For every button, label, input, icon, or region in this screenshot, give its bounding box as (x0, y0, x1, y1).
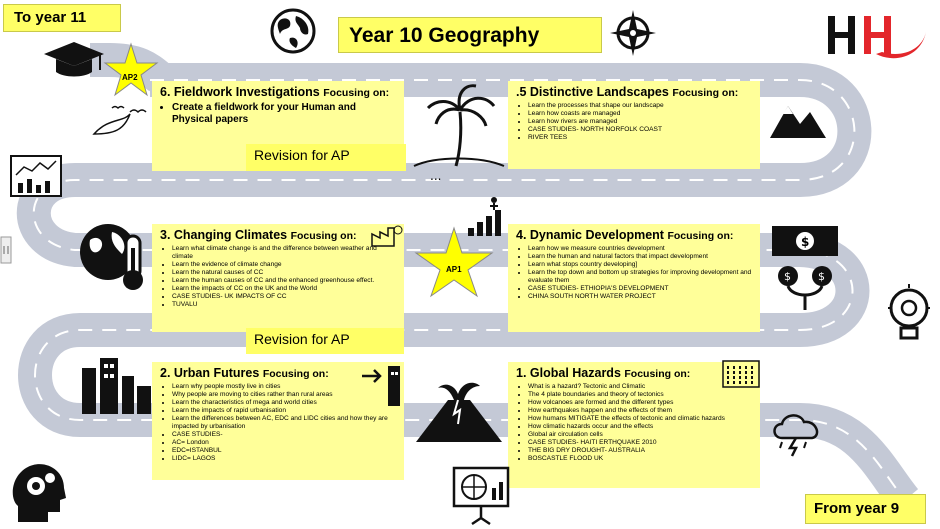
city-skyline-icon (80, 354, 154, 416)
list-item: • Learn how rivers are managed (528, 118, 754, 126)
page-title: Year 10 Geography (338, 17, 602, 53)
crops-icon (722, 360, 760, 388)
migration-building-icon (360, 362, 406, 408)
list-item: • CASE STUDIES- HAITI ERTHQUAKE 2010 (528, 439, 754, 447)
list-item: • Learn the natural causes of CC (172, 269, 398, 277)
list-item: • THE BIG DRY DROUGHT- AUSTRALIA (528, 447, 754, 455)
list-item: • How humans MITIGATE the effects of tectonic and climatic hazards (528, 415, 754, 423)
presentation-globe-icon (452, 466, 510, 526)
ap1-label: AP1 (446, 265, 462, 274)
list-item: • CASE STUDIES- ETHIOPIA'S DEVELOPMENT (528, 285, 754, 293)
list-item: • How climatic hazards occur and the effects (528, 423, 754, 431)
list-item: • BOSCASTLE FLOOD UK (528, 455, 754, 463)
list-item: • Global air circulation cells (528, 431, 754, 439)
hazards-title: 1. Global Hazards (516, 366, 621, 380)
climates-title: 3. Changing Climates (160, 228, 288, 242)
list-item: • Learn the impacts of rapid urbanisation (172, 407, 398, 415)
money-icon (768, 224, 844, 314)
development-focus: Focusing on: (667, 230, 734, 242)
volcano-icon (414, 378, 504, 444)
birds-icon (90, 104, 152, 144)
list-item: • EDC=ISTANBUL (172, 447, 398, 455)
revision-badge-middle: Revision for AP (246, 328, 404, 354)
list-item: • Learn the human causes of CC and the enhanced greenhouse effect. (172, 277, 398, 285)
urban-title: 2. Urban Futures (160, 366, 260, 380)
list-item: • Learn the human and natural factors that impact development (528, 253, 754, 261)
thermometer-globe-icon (76, 216, 152, 296)
fieldwork-focus: Focusing on: (323, 87, 390, 99)
ap2-label: AP2 (122, 73, 138, 82)
list-item: • Learn the top down and bottom up strategies for improving development and evaluate them (528, 269, 754, 285)
svg-text:$: $ (801, 235, 810, 249)
list-item: • Learn the impacts of CC on the UK and the World (172, 285, 398, 293)
svg-text:...: ... (430, 169, 442, 182)
storm-cloud-icon (770, 408, 826, 458)
list-item: • What is a hazard? Tectonic and Climatic (528, 383, 754, 391)
ap2-star (103, 42, 159, 98)
list-item: • Create a fieldwork for your Human and Physical papers (172, 102, 398, 126)
list-item: • RIVER TEES (528, 134, 754, 142)
landscapes-focus: Focusing on: (672, 87, 739, 99)
hazards-focus: Focusing on: (624, 368, 691, 380)
head-gears-icon (8, 458, 68, 524)
list-item: • How volcanoes are formed and the different types (528, 399, 754, 407)
list-item: • TUVALU (172, 301, 398, 309)
list-item: • Learn how we measure countries development (528, 245, 754, 253)
list-item: • AC= London (172, 439, 398, 447)
list-item: • Why people are moving to cities rather than rural areas (172, 391, 398, 399)
school-logo (826, 12, 930, 64)
list-item: • Learn why people mostly live in cities (172, 383, 398, 391)
list-item: • Learn what climate change is and the difference between weather and climate (172, 245, 398, 261)
list-item: • How earthquakes happen and the effects of them (528, 407, 754, 415)
mountains-icon (768, 96, 828, 140)
list-item: • CASE STUDIES- (172, 431, 398, 439)
list-item: • CASE STUDIES- UK IMPACTS OF CC (172, 293, 398, 301)
list-item: • LIDC= LAGOS (172, 455, 398, 463)
list-item: • Learn the processes that shape our landscape (528, 102, 754, 110)
fieldwork-title: 6. Fieldwork Investigations (160, 85, 320, 99)
factory-icon (370, 224, 404, 248)
development-title: 4. Dynamic Development (516, 228, 664, 242)
svg-text:$: $ (818, 270, 825, 283)
from-year-label: From year 9 (805, 494, 926, 524)
development-card (508, 224, 760, 332)
list-item: • The 4 plate boundaries and theory of tectonics (528, 391, 754, 399)
svg-text:$: $ (784, 270, 791, 283)
list-item: • Learn what stops country developing] (528, 261, 754, 269)
graduation-cap-icon (40, 40, 106, 80)
landscapes-card (508, 81, 760, 169)
list-item: • CASE STUDIES- NORTH NORFOLK COAST (528, 126, 754, 134)
revision-badge-top: Revision for AP (246, 144, 406, 171)
list-item: • Learn the evidence of climate change (172, 261, 398, 269)
edge-handle-icon[interactable] (0, 236, 12, 264)
growth-person-icon (464, 196, 504, 238)
to-year-label: To year 11 (3, 4, 121, 32)
landscapes-title: .5 Distinctive Landscapes (516, 85, 669, 99)
list-item: • Learn the characteristics of mega and world cities (172, 399, 398, 407)
climates-focus: Focusing on: (290, 230, 357, 242)
palm-island-icon (410, 82, 508, 182)
urban-focus: Focusing on: (262, 368, 329, 380)
list-item: • Learn how coasts are managed (528, 110, 754, 118)
chart-icon (10, 155, 62, 197)
compass-icon (608, 8, 658, 58)
lightbulb-gear-icon (884, 282, 934, 346)
globe-icon (270, 8, 316, 54)
list-item: • CHINA SOUTH NORTH WATER PROJECT (528, 293, 754, 301)
climates-card (152, 224, 404, 332)
list-item: • Learn the differences between AC, EDC and LIDC cities and how they are impacted by urbanisation (172, 415, 398, 431)
